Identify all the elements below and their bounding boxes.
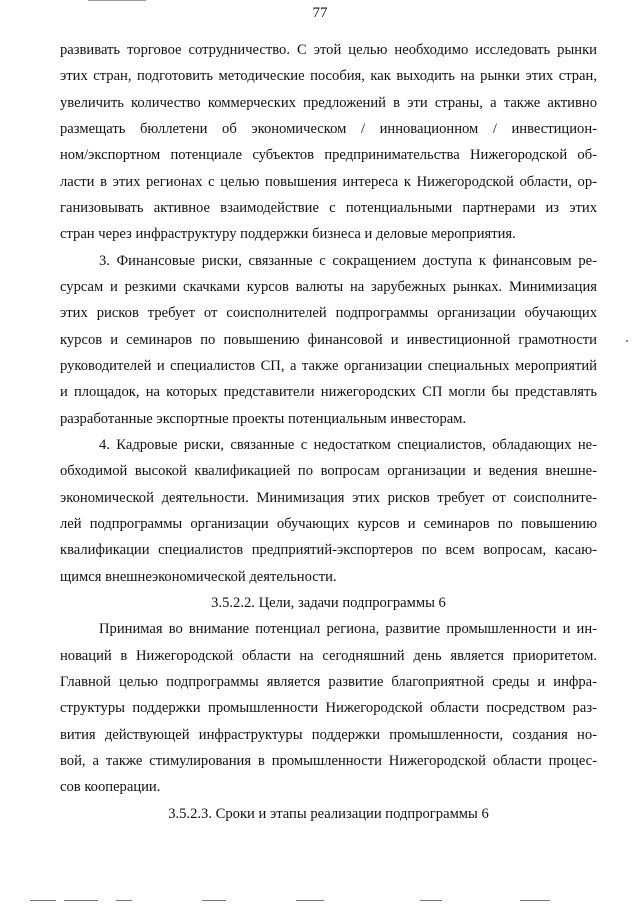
text-line: вития действующей инфраструктуры поддержки промышленности, создания но-: [60, 726, 597, 743]
text-line: сов кооперации.: [60, 779, 161, 796]
text-line: этих стран, подготовить методические пособия, как выходить на рынки этих стран,: [60, 68, 597, 85]
margin-tick: [626, 340, 628, 342]
text-line: этих рисков требует от соисполнителей подпрограммы организации обучающих: [60, 305, 597, 322]
section-heading: 3.5.2.2. Цели, задачи подпрограммы 6: [211, 594, 446, 611]
text-line: обходимой высокой квалификацией по вопросам организации и ведения внешне-: [60, 463, 597, 480]
paragraph-start-line: 3. Финансовые риски, связанные с сокращением доступа к финансовым ре-: [99, 252, 597, 269]
paragraph-start-line: Принимая во внимание потенциал региона, развитие промышленности и ин-: [99, 621, 597, 638]
text-line: размещать бюллетени об экономическом / инновационном / инвестицион-: [60, 120, 597, 137]
text-line: развивать торговое сотрудничество. С этой целью необходимо исследовать рынки: [60, 42, 597, 58]
paragraph-start-line: 4. Кадровые риски, связанные с недостатком специалистов, обладающих не-: [99, 436, 597, 453]
document-body: [60, 37, 597, 827]
text-line: ганизовывать активное взаимодействие с потенциальными партнерами из этих: [60, 199, 597, 216]
text-line: лей подпрограммы организации обучающих курсов и семинаров по повышению: [60, 515, 597, 532]
page-number: 77: [312, 5, 328, 21]
text-line: экономической деятельности. Минимизация этих рисков требует от соисполните-: [60, 489, 597, 506]
text-line: квалификации специалистов предприятий-экспортеров по всем вопросам, касаю-: [60, 542, 597, 559]
text-line: ном/экспортном потенциале субъектов предпринимательства Нижегородской об-: [60, 147, 597, 164]
text-line: вой, а также стимулирования в промышленности Нижегородской области процес-: [60, 752, 597, 769]
text-line: стран через инфраструктуру поддержки бизнеса и деловые мероприятия.: [60, 226, 516, 243]
text-line: курсов и семинаров по повышению финансовой и инвестиционной грамотности: [60, 331, 597, 348]
text-line: щимся внешнеэкономической деятельности.: [60, 568, 337, 585]
text-line: разработанные экспортные проекты потенциальным инвесторам.: [60, 410, 467, 427]
text-line: ласти в этих регионах с целью повышения интереса к Нижегородской области, ор-: [60, 173, 597, 190]
text-line: увеличить количество коммерческих предложений в эти страны, а также активно: [60, 94, 597, 111]
text-line: структуры поддержки промышленности Нижегородской области посредством раз-: [60, 700, 597, 717]
text-line: Главной целью подпрограммы является развитие благоприятной среды и инфра-: [60, 673, 597, 690]
text-line: и площадок, на которых представители нижегородских СП могли бы представлять: [60, 384, 597, 401]
top-rule: [88, 0, 146, 1]
text-line: руководителей и специалистов СП, а также организации специальных мероприятий: [60, 357, 597, 374]
text-line: новаций в Нижегородской области на сегодняшний день является приоритетом.: [60, 647, 597, 664]
scan-edge-marks: [0, 896, 640, 905]
text-line: сурсам и резкими скачками курсов валюты на зарубежных рынках. Минимизация: [60, 278, 597, 295]
section-heading: 3.5.2.3. Сроки и этапы реализации подпрограммы 6: [168, 805, 489, 822]
